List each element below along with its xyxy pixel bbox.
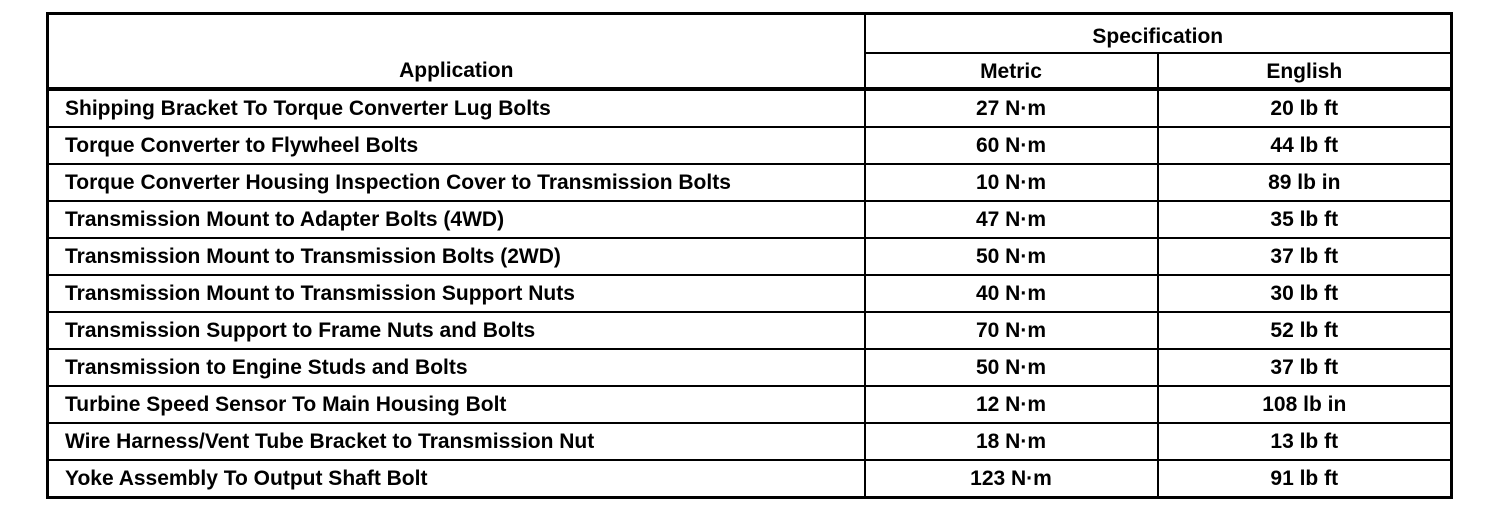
table-row	[48, 312, 1452, 349]
application-cell: Torque Converter to Flywheel Bolts	[48, 127, 865, 164]
metric-cell: 50 N·m	[865, 349, 1158, 386]
application-cell: Wire Harness/Vent Tube Bracket to Transmission Nut	[48, 423, 865, 460]
header-row-top	[48, 14, 1452, 53]
table-row	[48, 460, 1452, 498]
table-row	[48, 275, 1452, 312]
table-row	[48, 349, 1452, 386]
english-cell: 44 lb ft	[1158, 127, 1452, 164]
english-cell: 30 lb ft	[1158, 275, 1452, 312]
fastener-specification-table	[46, 12, 1453, 499]
metric-cell: 40 N·m	[865, 275, 1158, 312]
application-cell: Transmission Mount to Transmission Support Nuts	[48, 275, 865, 312]
metric-column-header: Metric	[865, 53, 1158, 89]
english-cell: 52 lb ft	[1158, 312, 1452, 349]
application-cell: Transmission Mount to Transmission Bolts (2WD)	[48, 238, 865, 275]
application-cell: Transmission Support to Frame Nuts and Bolts	[48, 312, 865, 349]
metric-cell: 60 N·m	[865, 127, 1158, 164]
application-cell: Transmission to Engine Studs and Bolts	[48, 349, 865, 386]
application-cell: Shipping Bracket To Torque Converter Lug Bolts	[48, 89, 865, 127]
metric-cell: 12 N·m	[865, 386, 1158, 423]
table-row	[48, 89, 1452, 127]
metric-cell: 27 N·m	[865, 89, 1158, 127]
english-cell: 13 lb ft	[1158, 423, 1452, 460]
table-row	[48, 164, 1452, 201]
metric-cell: 123 N·m	[865, 460, 1158, 498]
english-cell: 37 lb ft	[1158, 238, 1452, 275]
metric-cell: 47 N·m	[865, 201, 1158, 238]
table-body	[48, 89, 1452, 498]
english-cell: 35 lb ft	[1158, 201, 1452, 238]
metric-cell: 70 N·m	[865, 312, 1158, 349]
english-cell: 37 lb ft	[1158, 349, 1452, 386]
english-cell: 20 lb ft	[1158, 89, 1452, 127]
metric-cell: 50 N·m	[865, 238, 1158, 275]
table-row	[48, 127, 1452, 164]
table-row	[48, 386, 1452, 423]
english-column-header: English	[1158, 53, 1452, 89]
table-header	[48, 14, 1452, 90]
specification-column-header: Specification	[865, 14, 1452, 53]
english-cell: 108 lb in	[1158, 386, 1452, 423]
english-cell: 91 lb ft	[1158, 460, 1452, 498]
application-cell: Torque Converter Housing Inspection Cover to Transmission Bolts	[48, 164, 865, 201]
application-cell: Transmission Mount to Adapter Bolts (4WD)	[48, 201, 865, 238]
application-cell: Turbine Speed Sensor To Main Housing Bolt	[48, 386, 865, 423]
table-row	[48, 423, 1452, 460]
application-cell: Yoke Assembly To Output Shaft Bolt	[48, 460, 865, 498]
metric-cell: 18 N·m	[865, 423, 1158, 460]
table-row	[48, 201, 1452, 238]
application-column-header: Application	[48, 14, 865, 90]
english-cell: 89 lb in	[1158, 164, 1452, 201]
table-row	[48, 238, 1452, 275]
metric-cell: 10 N·m	[865, 164, 1158, 201]
